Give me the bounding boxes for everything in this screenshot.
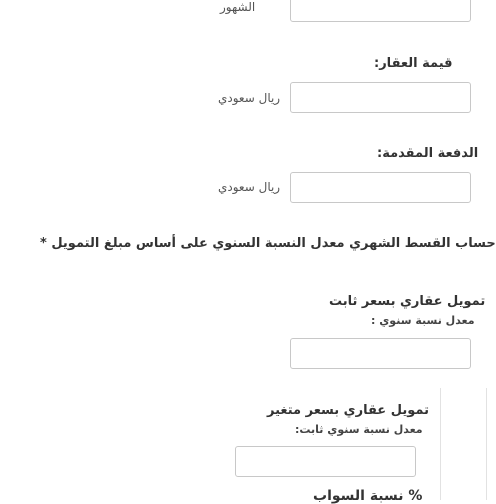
section-divider: [486, 388, 487, 500]
variable-rate-annual-label: معدل نسبة سنوي ثابت:: [295, 423, 423, 436]
variable-rate-title: تمويل عقاري بسعر متغير: [267, 403, 429, 418]
fixed-rate-title: تمويل عقاري بسعر ثابت: [329, 294, 486, 309]
down-payment-label: الدفعة المقدمة:: [377, 146, 479, 161]
section-divider: [440, 388, 441, 500]
profit-ratio-label: % نسبة السواب: [313, 488, 423, 504]
months-unit-label: الشهور: [220, 0, 256, 14]
calculation-note: حساب القسط الشهري معدل النسبة السنوي على أساس مبلغ التمويل *: [40, 236, 496, 251]
property-value-unit-label: ريال سعودي: [218, 91, 281, 105]
variable-rate-input[interactable]: [235, 446, 416, 477]
down-payment-unit-label: ريال سعودي: [218, 180, 281, 194]
fixed-rate-input[interactable]: [290, 338, 471, 369]
property-value-label: قيمة العقار:: [374, 56, 453, 71]
months-input[interactable]: [290, 0, 471, 22]
fixed-rate-annual-label: معدل نسبة سنوي :: [371, 314, 475, 327]
property-value-input[interactable]: [290, 82, 471, 113]
down-payment-input[interactable]: [290, 172, 471, 203]
